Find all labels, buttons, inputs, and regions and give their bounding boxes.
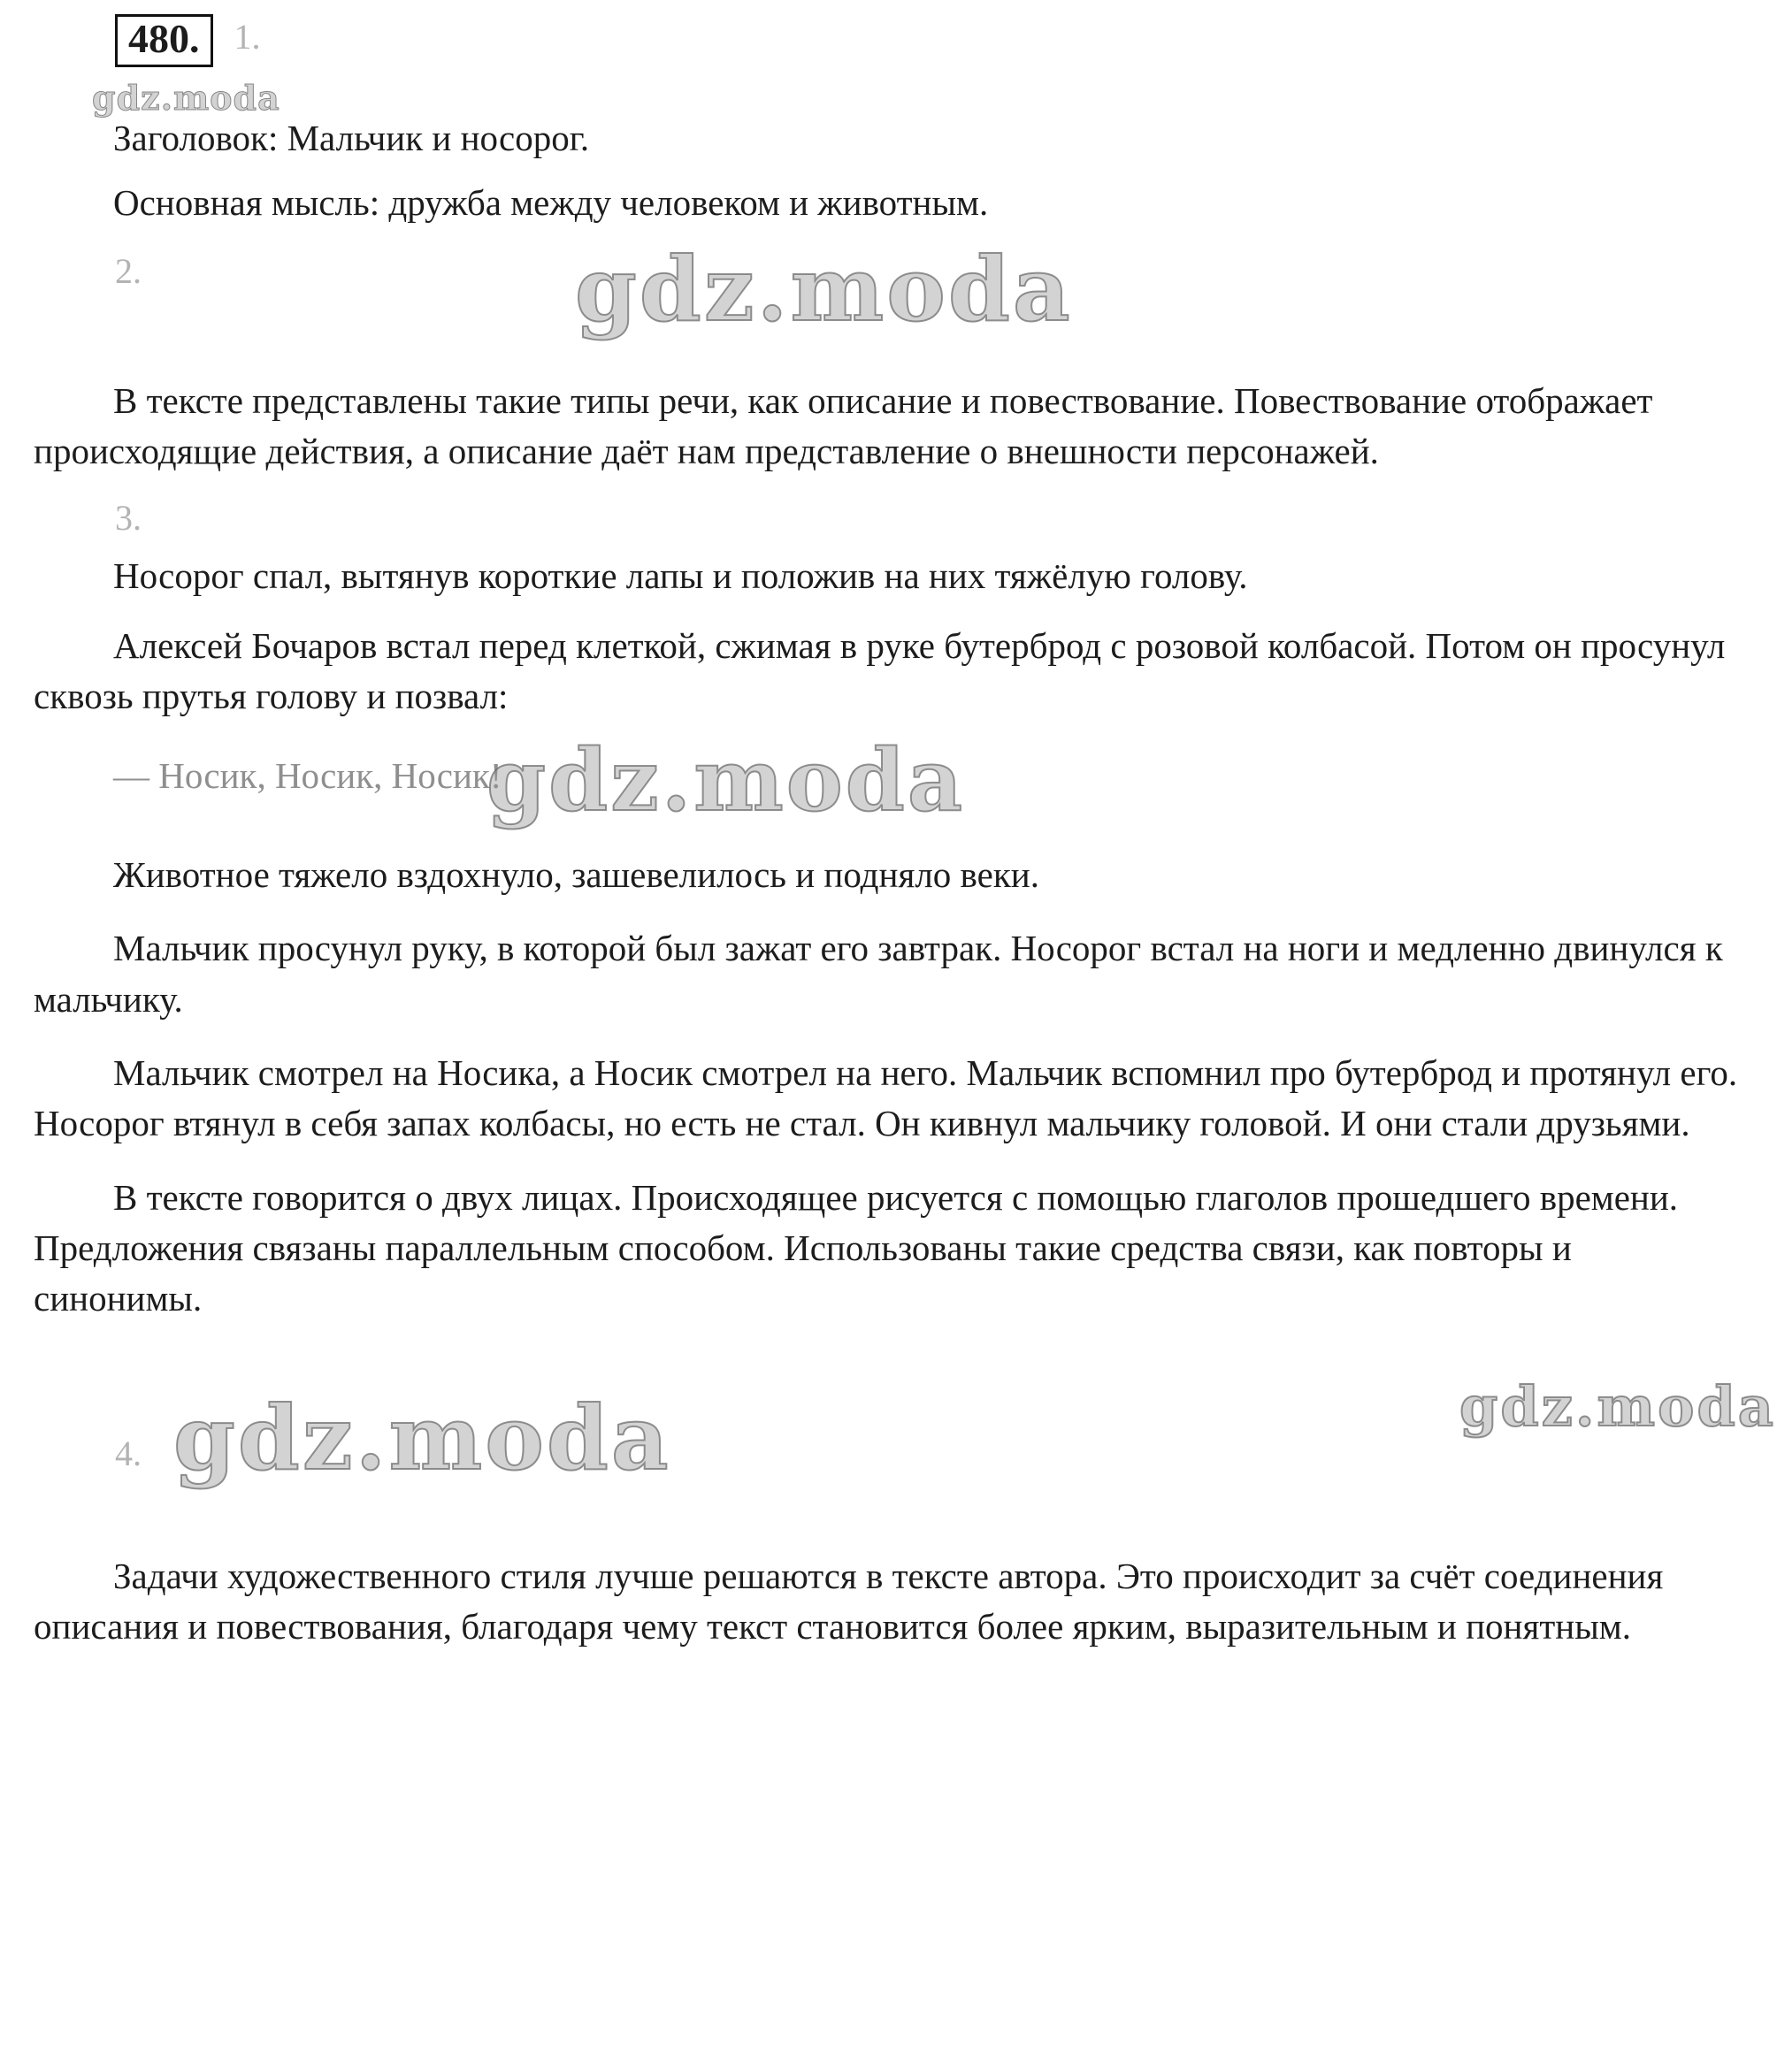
- dialogue-row: [34, 730, 1743, 834]
- section-2-row: [34, 236, 1743, 351]
- heading-line: Заголовок: Мальчик и носорог.: [113, 118, 590, 158]
- conclusion-paragraph: Задачи художественного стиля лучше решаются в тексте автора. Это происходит за счёт соединения описания и повествования, благодаря чему текст становится более ярким, выразительным и понятным.: [34, 1555, 1664, 1648]
- section-number-3: 3.: [115, 497, 142, 538]
- watermark-small: gdz.moda: [92, 78, 280, 118]
- watermark-bottom-left: gdz.moda: [173, 1385, 671, 1490]
- speech-types-paragraph: В тексте представлены такие типы речи, как описание и повествование. Повествование отображает происходящие действия, а описание даёт нам представление о внешности персонажей.: [34, 379, 1653, 472]
- story-paragraph-6: Мальчик смотрел на Носика, а Носик смотрел на него. Мальчик вспомнил про бутерброд и протянул его. Носорог втянул в себя запах колбасы, но есть не стал. Он кивнул мальчику головой. И они стали друзьями.: [34, 1051, 1738, 1144]
- watermark-bottom-right: gdz.moda: [1459, 1373, 1776, 1439]
- exercise-number: 480.: [115, 14, 213, 67]
- story-paragraph-7: В тексте говорится о двух лицах. Происходящее рисуется с помощью глаголов прошедшего времени. Предложения связаны параллельным способом. Использованы такие средства связи, как повторы и синонимы.: [34, 1176, 1679, 1319]
- story-paragraph-1: Носорог спал, вытянув короткие лапы и положив на них тяжёлую голову.: [113, 554, 1248, 596]
- story-paragraph-4: Животное тяжело вздохнуло, зашевелилось и подняло веки.: [113, 853, 1039, 895]
- story-paragraph-5: Мальчик просунул руку, в которой был зажат его завтрак. Носорог встал на ноги и медленно двинулся к мальчику.: [34, 928, 1723, 1020]
- story-paragraph-2: Алексей Бочаров встал перед клеткой, сжимая в руке бутерброд с розовой колбасой. Потом он просунул сквозь прутья голову и позвал:: [34, 624, 1726, 717]
- story-paragraph-3: — Носик, Носик, Носик!: [113, 754, 502, 796]
- section-number-2: 2.: [115, 250, 142, 291]
- section-number-1: 1.: [234, 17, 261, 57]
- header: [34, 14, 1743, 118]
- watermark-middle: gdz.moda: [486, 730, 966, 830]
- main-idea-line: Основная мысль: дружба между человеком и животным.: [113, 182, 989, 224]
- watermark-center: gdz.moda: [575, 236, 1073, 341]
- section-4-row: [34, 1373, 1776, 1512]
- section-number-4: 4.: [115, 1433, 142, 1473]
